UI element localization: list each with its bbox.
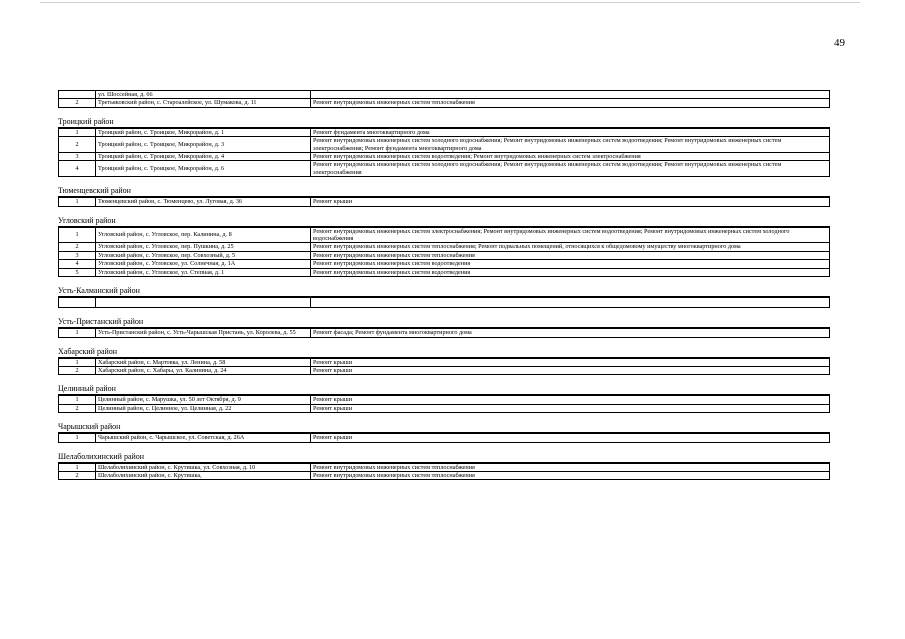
row-number: 4 xyxy=(59,260,96,268)
table-row xyxy=(59,329,830,337)
row-work: Ремонт внутридомовых инженерных систем теплоснабжения xyxy=(311,463,830,471)
region-heading: Троицкий район xyxy=(58,117,830,128)
table-row xyxy=(59,268,830,276)
row-address: Угловский район, с. Угловское, пер. Пушкина, д. 25 xyxy=(96,243,311,251)
region-table xyxy=(58,197,830,206)
row-address: Хабарский район, с. Мартовка, ул. Ленина, д. 58 xyxy=(96,358,311,366)
row-work: Ремонт крыши xyxy=(311,366,830,374)
table-row xyxy=(59,434,830,442)
scan-top-edge xyxy=(40,2,860,3)
row-number: 2 xyxy=(59,471,96,479)
table-row xyxy=(59,471,830,479)
row-number xyxy=(59,91,96,99)
row-work: Ремонт внутридомовых инженерных систем теплоснабжения xyxy=(311,251,830,259)
region-heading: Усть-Пристанский район xyxy=(58,317,830,328)
row-address: ул. Шоссейная, д. 66 xyxy=(96,91,311,99)
table-row xyxy=(59,243,830,251)
row-address: Угловский район, с. Угловское, пер. Калинина, д. 8 xyxy=(96,227,311,243)
row-work: Ремонт фасада; Ремонт фундамента многоквартирного дома xyxy=(311,329,830,337)
row-number: 1 xyxy=(59,128,96,136)
table-row xyxy=(59,366,830,374)
region-table xyxy=(58,90,830,108)
table-row xyxy=(59,227,830,243)
row-work xyxy=(311,298,830,308)
region-heading: Угловский район xyxy=(58,216,830,227)
row-number: 1 xyxy=(59,329,96,337)
row-work: Ремонт внутридомовых инженерных систем электроснабжения; Ремонт внутридомовых инженерных систем водоотведения; Ремонт внутридомовых инженерных систем холодного водоснабжения xyxy=(311,227,830,243)
region-table xyxy=(58,358,830,376)
page-number: 49 xyxy=(834,37,845,49)
row-address: Шелаболихинский район, с. Крутишка, xyxy=(96,471,311,479)
region-heading: Чарышский район xyxy=(58,422,830,433)
row-address: Целинный район, с. Марушка, ул. 50 лет Октября, д. 9 xyxy=(96,396,311,404)
table-row xyxy=(59,198,830,206)
row-address: Усть-Пристанский район, с. Усть-Чарышская Пристань, ул. Королева, д. 55 xyxy=(96,329,311,337)
table-row xyxy=(59,298,830,308)
row-number xyxy=(59,298,96,308)
row-address: Троицкий район, с. Троицкое, Микрорайон, д. 4 xyxy=(96,153,311,161)
row-number: 1 xyxy=(59,227,96,243)
region-table xyxy=(58,395,830,413)
row-address: Чарышский район, с. Чарышское, ул. Советская, д. 26А xyxy=(96,434,311,442)
row-number: 2 xyxy=(59,99,96,107)
region-table xyxy=(58,328,830,337)
region-heading: Тюменцевский район xyxy=(58,186,830,197)
region-heading: Целинный район xyxy=(58,384,830,395)
row-number: 1 xyxy=(59,358,96,366)
row-work: Ремонт внутридомовых инженерных систем теплоснабжения xyxy=(311,471,830,479)
region-table xyxy=(58,227,830,277)
region-heading: Усть-Калманский район xyxy=(58,286,830,297)
table-row xyxy=(59,251,830,259)
row-number: 1 xyxy=(59,434,96,442)
row-address: Шелаболихинский район, с. Крутишка, ул. Совхозная, д. 10 xyxy=(96,463,311,471)
row-work: Ремонт внутридомовых инженерных систем водоотведения; Ремонт внутридомовых инженерных систем электроснабжения xyxy=(311,153,830,161)
region-table xyxy=(58,297,830,308)
table-row xyxy=(59,358,830,366)
row-address xyxy=(96,298,311,308)
row-address: Третьяковский район, с. Староалейское, ул. Шумакова, д. 11 xyxy=(96,99,311,107)
region-table xyxy=(58,128,830,177)
row-work: Ремонт внутридомовых инженерных систем водоотведения xyxy=(311,268,830,276)
table-row xyxy=(59,396,830,404)
row-address: Угловский район, с. Угловское, ул. Степная, д. 1 xyxy=(96,268,311,276)
row-number: 3 xyxy=(59,153,96,161)
row-number: 1 xyxy=(59,198,96,206)
row-number: 2 xyxy=(59,366,96,374)
row-address: Троицкий район, с. Троицкое, Микрорайон, д. 3 xyxy=(96,137,311,153)
row-work: Ремонт внутридомовых инженерных систем теплоснабжения xyxy=(311,99,830,107)
row-address: Хабарский район, с. Хабары, ул. Калинина, д. 24 xyxy=(96,366,311,374)
row-address: Троицкий район, с. Троицкое, Микрорайон, д. 1 xyxy=(96,128,311,136)
row-address: Троицкий район, с. Троицкое, Микрорайон, д. 6 xyxy=(96,161,311,177)
region-table xyxy=(58,433,830,442)
region-heading: Хабарский район xyxy=(58,347,830,358)
row-address: Тюменцевский район, с. Тюменцево, ул. Луговая, д. 36 xyxy=(96,198,311,206)
row-number: 1 xyxy=(59,463,96,471)
table-row xyxy=(59,161,830,177)
row-work: Ремонт крыши xyxy=(311,434,830,442)
row-number: 2 xyxy=(59,137,96,153)
table-row xyxy=(59,91,830,99)
table-row xyxy=(59,463,830,471)
row-work: Ремонт внутридомовых инженерных систем холодного водоснабжения; Ремонт внутридомовых инженерных систем водоотведения; Ремонт внутридомовых инженерных систем электроснабжения xyxy=(311,161,830,177)
row-number: 4 xyxy=(59,161,96,177)
region-table xyxy=(58,463,830,481)
table-row xyxy=(59,260,830,268)
table-row xyxy=(59,404,830,412)
row-work: Ремонт внутридомовых инженерных систем водоотведения xyxy=(311,260,830,268)
row-address: Угловский район, с. Угловское, ул. Солнечная, д. 1А xyxy=(96,260,311,268)
row-number: 2 xyxy=(59,404,96,412)
table-row xyxy=(59,153,830,161)
row-work: Ремонт фундамента многоквартирного дома xyxy=(311,128,830,136)
document-body xyxy=(58,90,830,480)
table-row xyxy=(59,99,830,107)
row-work: Ремонт крыши xyxy=(311,358,830,366)
row-work: Ремонт крыши xyxy=(311,396,830,404)
table-row xyxy=(59,137,830,153)
row-number: 2 xyxy=(59,243,96,251)
row-work: Ремонт внутридомовых инженерных систем теплоснабжения; Ремонт подвальных помещений, относящихся к общедомовому имуществу многоквартирного дома xyxy=(311,243,830,251)
row-work: Ремонт внутридомовых инженерных систем холодного водоснабжения; Ремонт внутридомовых инженерных систем водоотведения; Ремонт внутридомовых инженерных систем электроснабжения; Ремонт фундамента многоквартирного дома xyxy=(311,137,830,153)
row-work: Ремонт крыши xyxy=(311,404,830,412)
row-address: Угловский район, с. Угловское, пер. Совхозный, д. 5 xyxy=(96,251,311,259)
row-work: Ремонт крыши xyxy=(311,198,830,206)
region-heading: Шелаболихинский район xyxy=(58,452,830,463)
row-address: Целинный район, с. Целинное, ул. Целинная, д. 22 xyxy=(96,404,311,412)
row-work xyxy=(311,91,830,99)
table-row xyxy=(59,128,830,136)
row-number: 1 xyxy=(59,396,96,404)
row-number: 3 xyxy=(59,251,96,259)
row-number: 5 xyxy=(59,268,96,276)
